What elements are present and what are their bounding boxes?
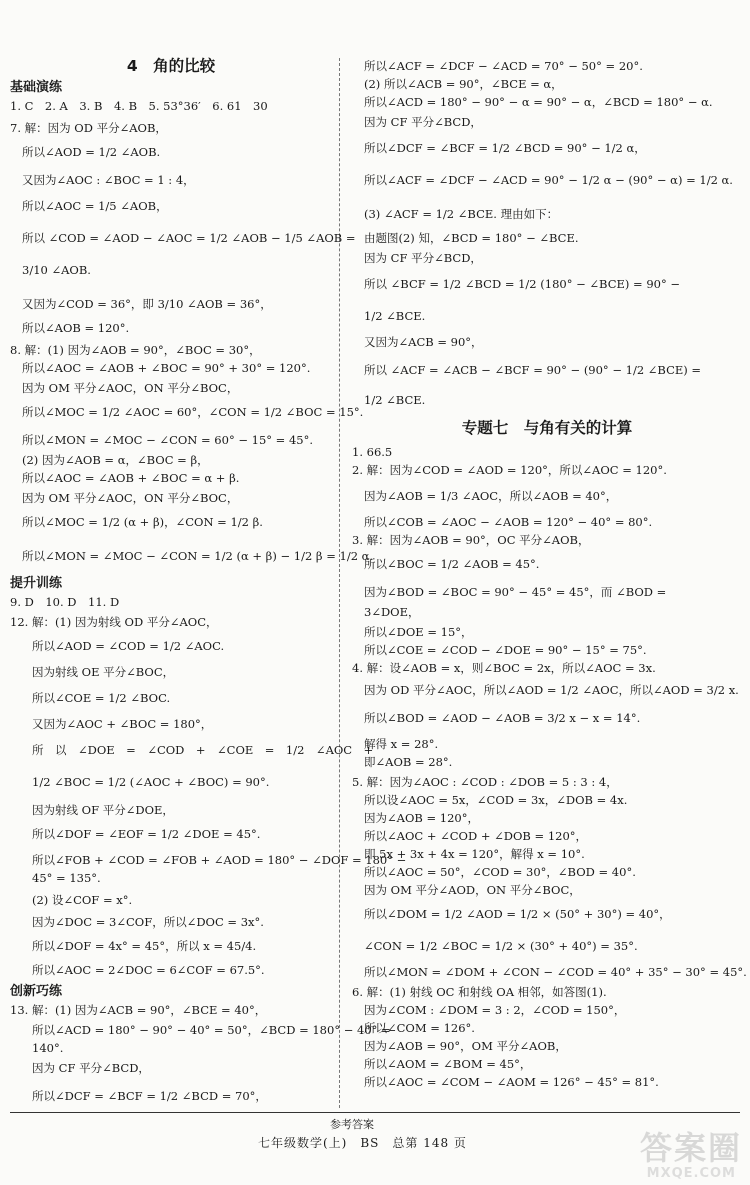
answer-line: 3/10 ∠AOB. [22,263,91,277]
answer-line: 所以∠AOC = ∠AOB + ∠BOC = α + β. [22,471,240,485]
answer-line: 所以 ∠ACF = ∠ACB − ∠BCF = 90° − (90° − 1/2 ∠BCE) = [364,363,702,377]
answer-line: 因为∠AOB = 120°， [364,811,479,825]
answer-line: 所以∠AOM = ∠BOM = 45°， [364,1057,532,1071]
answer-line: 1. 66.5 [352,445,393,459]
answer-line: 所以∠DOE = 15°， [364,625,473,639]
answer-line: 因为 OD 平分∠AOC，所以∠AOD = 1/2 ∠AOC，所以∠AOD = 3/2 x. [364,683,739,697]
answer-line: 所以∠DCF = ∠BCF = 1/2 ∠BCD = 70°， [32,1089,267,1103]
column-divider [339,58,340,1108]
answer-line: 所以 ∠COD = ∠AOD − ∠AOC = 1/2 ∠AOB − 1/5 ∠AOB = [22,231,356,245]
answer-line: 所以∠AOC = 50°，∠COD = 30°，∠BOD = 40°. [364,865,636,879]
answer-line: 所以∠ACD = 180° − 90° − α = 90° − α，∠BCD = 180° − α. [364,95,713,109]
heading-improve: 提升训练 [10,576,63,591]
answer-line: 又因为∠AOC : ∠BOC = 1 : 4， [22,173,195,187]
answer-line: 所以∠DOF = ∠EOF = 1/2 ∠DOE = 45°. [32,827,261,841]
footer-rule [10,1112,740,1113]
answer-line: 8. 解：(1) 因为∠AOB = 90°，∠BOC = 30°， [10,343,261,357]
answer-line: 因为∠AOB = 90°，OM 平分∠AOB， [364,1039,567,1053]
answer-line: 因为射线 OF 平分∠DOE， [32,803,174,817]
answer-line: 所以∠MON = ∠MOC − ∠CON = 60° − 15° = 45°. [22,433,314,447]
answer-line: 所 以 ∠DOE = ∠COD + ∠COE = 1/2 ∠AOC + [32,743,374,757]
answer-line: 因为 OM 平分∠AOC，ON 平分∠BOC， [22,491,239,505]
answer-line: 所以∠AOD = 1/2 ∠AOB. [22,145,161,159]
answer-line: 因为 OM 平分∠AOD，ON 平分∠BOC， [364,883,581,897]
answer-line: 所以∠DOM = 1/2 ∠AOD = 1/2 × (50° + 30°) = 40°， [364,907,671,921]
answer-line: 所以∠COE = ∠COD − ∠DOE = 90° − 15° = 75°. [364,643,647,657]
answer-line: 1/2 ∠BOC = 1/2 (∠AOC + ∠BOC) = 90°. [32,775,270,789]
answer-line: 所以∠COB = ∠AOC − ∠AOB = 120° − 40° = 80°. [364,515,653,529]
answer-line: 解得 x = 28°. [364,737,439,751]
answer-line: 因为 OM 平分∠AOC，ON 平分∠BOC， [22,381,239,395]
answer-line: 所以∠MOC = 1/2 ∠AOC = 60°，∠CON = 1/2 ∠BOC = 15°. [22,405,364,419]
answer-line: 3. 解：因为∠AOB = 90°，OC 平分∠AOB， [352,533,590,547]
heading-basic: 基础演练 [10,80,63,95]
answer-line: 即∠AOB = 28°. [364,755,453,769]
answer-line: 所以∠AOC = ∠AOB + ∠BOC = 90° + 30° = 120°. [22,361,311,375]
answer-line: 所以∠AOB = 120°. [22,321,130,335]
answer-line: 所以∠AOD = ∠COD = 1/2 ∠AOC. [32,639,225,653]
answer-line: 所以∠AOC = 1/5 ∠AOB， [22,199,168,213]
footer-page-info: 七年级数学(上) BS 总第 148 页 [258,1136,467,1150]
answer-line: 所以 ∠BCF = 1/2 ∠BCD = 1/2 (180° − ∠BCE) = 90° − [364,277,681,291]
answer-line: 140°. [32,1041,64,1055]
answer-line: 13. 解：(1) 因为∠ACB = 90°，∠BCE = 40°， [10,1003,267,1017]
section-title-4: 4 角的比较 [126,57,216,75]
answer-line: 所以∠AOC = 2∠DOC = 6∠COF = 67.5°. [32,963,265,977]
answer-line: 所以∠DCF = ∠BCF = 1/2 ∠BCD = 90° − 1/2 α， [364,141,646,155]
answer-line: 所以∠ACD = 180° − 90° − 40° = 50°，∠BCD = 180° − 40° = [32,1023,391,1037]
answer-line: 因为∠BOD = ∠BOC = 90° − 45° = 45°，而 ∠BOD = [364,585,667,599]
answer-line: 所以∠DOF = 4x° = 45°，所以 x = 45/4. [32,939,257,953]
answer-line: (3) ∠ACF = 1/2 ∠BCE. 理由如下： [364,207,559,221]
answer-line: 所以∠ACF = ∠DCF − ∠ACD = 90° − 1/2 α − (90° − α) = 1/2 α. [364,173,733,187]
watermark-logo: 答案圈 [639,1129,742,1167]
answer-line: 又因为∠COD = 36°，即 3/10 ∠AOB = 36°， [22,297,272,311]
answer-line: 因为 CF 平分∠BCD， [32,1061,150,1075]
answer-line: 所以∠MON = ∠DOM + ∠CON − ∠COD = 40° + 35° − 30° = 45°. [364,965,747,979]
watermark-site: MXQE.COM [646,1166,736,1181]
answer-line: 1. C 2. A 3. B 4. B 5. 53°36′ 6. 61 30 [10,99,268,113]
answer-line: (2) 所以∠ACB = 90°，∠BCE = α， [364,77,563,91]
answer-line: 1/2 ∠BCE. [364,393,426,407]
answer-line: 所以∠AOC = ∠COM − ∠AOM = 126° − 45° = 81°. [364,1075,659,1089]
answer-line: 所以∠COE = 1/2 ∠BOC. [32,691,171,705]
answer-line: 所以∠BOC = 1/2 ∠AOB = 45°. [364,557,540,571]
answer-line: 12. 解：(1) 因为射线 OD 平分∠AOC， [10,615,218,629]
answer-line: 2. 解：因为∠COD = ∠AOD = 120°，所以∠AOC = 120°. [352,463,667,477]
answer-line: 又因为∠ACB = 90°， [364,335,483,349]
answer-line: 5. 解：因为∠AOC : ∠COD : ∠DOB = 5 : 3 : 4， [352,775,618,789]
answer-line: 因为∠DOC = 3∠COF，所以∠DOC = 3x°. [32,915,264,929]
answer-line: 因为∠COM : ∠DOM = 3 : 2，∠COD = 150°， [364,1003,626,1017]
answer-line: 因为 CF 平分∠BCD， [364,251,482,265]
answer-line: 所以∠AOC + ∠COD + ∠DOB = 120°， [364,829,588,843]
answer-line: ∠CON = 1/2 ∠BOC = 1/2 × (30° + 40°) = 35°. [364,939,638,953]
answer-line: (2) 设∠COF = x°. [32,893,133,907]
answer-line: 所以设∠AOC = 5x，∠COD = 3x，∠DOB = 4x. [364,793,628,807]
answer-line: 45° = 135°. [32,871,101,885]
answer-line: 即 5x + 3x + 4x = 120°，解得 x = 10°. [364,847,585,861]
answer-line: 又因为∠AOC + ∠BOC = 180°， [32,717,213,731]
answer-line: 7. 解：因为 OD 平分∠AOB， [10,121,167,135]
answer-line: 9. D 10. D 11. D [10,595,120,609]
section-title-7: 专题七 与角有关的计算 [461,419,633,437]
answer-line: 3∠DOE， [364,605,420,619]
watermark [592,1123,742,1181]
answer-line: 所以∠MON = ∠MOC − ∠CON = 1/2 (α + β) − 1/2 β = 1/2 α. [22,549,374,563]
answer-line: 所以∠MOC = 1/2 (α + β)，∠CON = 1/2 β. [22,515,263,529]
answer-line: 所以∠COM = 126°. [364,1021,475,1035]
heading-innovate: 创新巧练 [10,984,63,999]
answer-line: (2) 因为∠AOB = α，∠BOC = β， [22,453,209,467]
footer-label: 参考答案 [330,1118,374,1131]
answer-line: 因为∠AOB = 1/3 ∠AOC，所以∠AOB = 40°， [364,489,618,503]
answer-line: 所以∠FOB + ∠COD = ∠FOB + ∠AOD = 180° − ∠DOF = 180° − [32,853,407,867]
answer-line: 因为射线 OE 平分∠BOC， [32,665,175,679]
answer-line: 6. 解：(1) 射线 OC 和射线 OA 相邻，如答图(1). [352,985,607,999]
answer-line: 因为 CF 平分∠BCD， [364,115,482,129]
answer-line: 4. 解：设∠AOB = x，则∠BOC = 2x，所以∠AOC = 3x. [352,661,656,675]
answer-line: 所以∠BOD = ∠AOD − ∠AOB = 3/2 x − x = 14°. [364,711,641,725]
answer-line: 由题图(2) 知，∠BCD = 180° − ∠BCE. [364,231,579,245]
answer-line: 所以∠ACF = ∠DCF − ∠ACD = 70° − 50° = 20°. [364,59,643,73]
answer-line: 1/2 ∠BCE. [364,309,426,323]
